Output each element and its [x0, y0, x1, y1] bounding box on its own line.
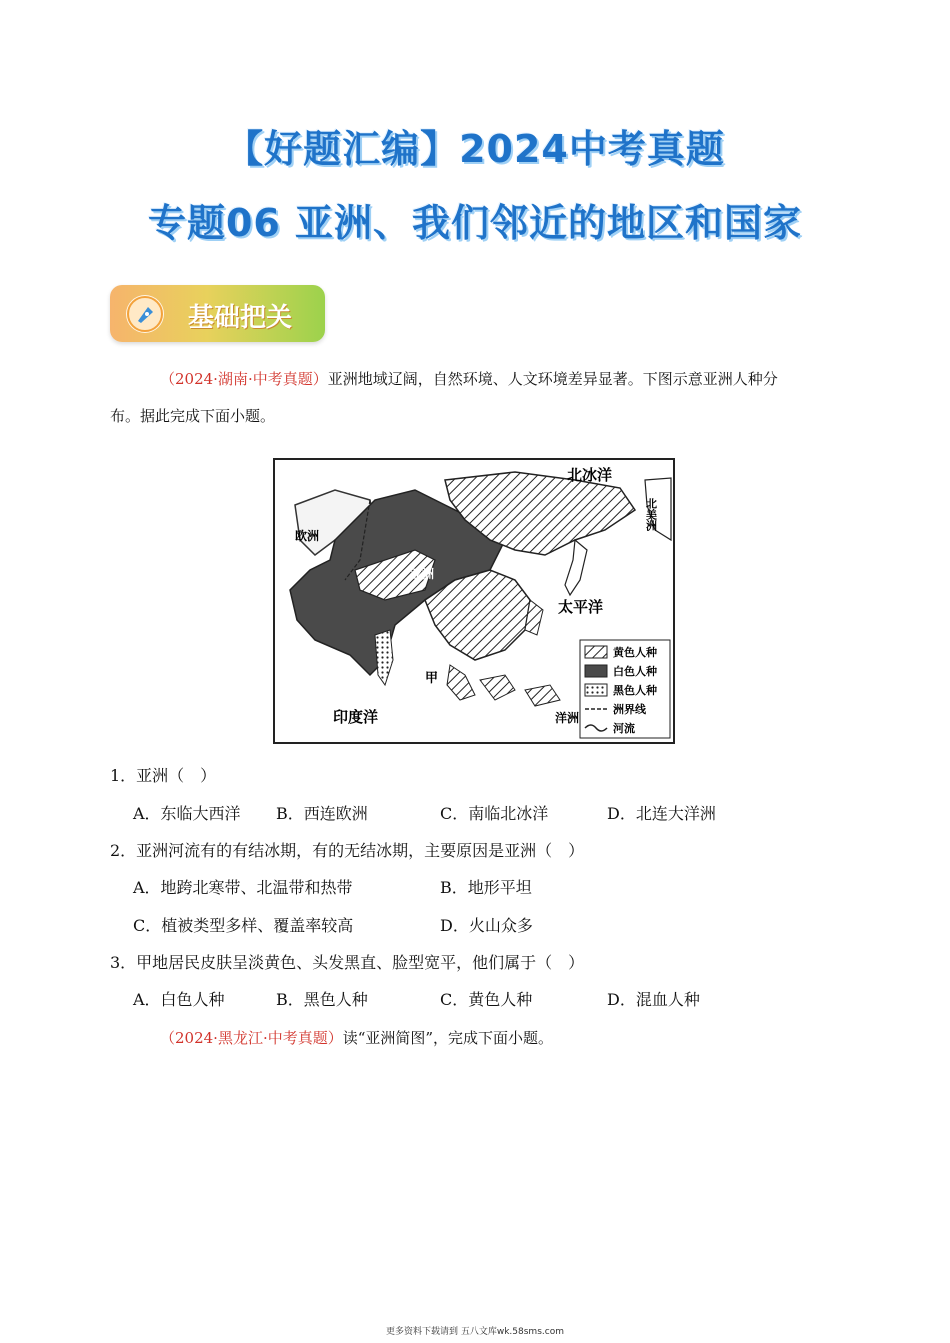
q1-option-d: D．北连大洋洲: [607, 804, 716, 823]
intro2-text: 读“亚洲简图”，完成下面小题。: [342, 1029, 554, 1047]
map-legend: [580, 640, 670, 738]
q2-option-c: C．植被类型多样、覆盖率较高: [133, 916, 354, 935]
asia-map-figure: [275, 460, 673, 742]
legend-yellow-race: 黄色人种: [613, 646, 657, 659]
question-3: 3．甲地居民皮肤呈淡黄色、头发黑直、脸型宽平，他们属于（ ）: [110, 953, 585, 972]
q1-option-a: A．东临大西洋: [133, 804, 241, 823]
legend-black-race: 黑色人种: [613, 684, 657, 697]
q2-option-d: D．火山众多: [440, 916, 533, 935]
label-arctic-ocean: 北冰洋: [567, 466, 613, 484]
q1-option-c: C．南临北冰洋: [440, 804, 549, 823]
section-badge-label: 基础把关: [188, 303, 293, 333]
intro1-text-line1: 亚洲地域辽阔，自然环境、人文环境差异显著。下图示意亚洲人种分: [327, 370, 778, 388]
pen-nib-icon: [126, 295, 164, 333]
intro2-line: [160, 1028, 553, 1048]
q3-option-b: B．黑色人种: [276, 990, 368, 1009]
q3-option-a: A．白色人种: [133, 990, 225, 1009]
label-indian-ocean: 印度洋: [333, 708, 379, 726]
legend-river: 河流: [613, 722, 635, 735]
page-title-line1: 【好题汇编】2024中考真题: [225, 127, 725, 171]
asia-race-map: [273, 458, 675, 744]
intro2-source: （2024·黑龙江·中考真题）: [160, 1029, 343, 1047]
question-1: 1．亚洲（ ）: [110, 766, 217, 785]
page-title-line2: 专题06 亚洲、我们邻近的地区和国家: [147, 201, 803, 245]
label-pacific-ocean: 太平洋: [558, 598, 604, 616]
q3-option-d: D．混血人种: [607, 990, 700, 1009]
legend-continent-boundary: 洲界线: [613, 703, 646, 716]
q3-option-c: C．黄色人种: [440, 990, 533, 1009]
q2-option-b: B．地形平坦: [440, 878, 532, 897]
label-asia: 亚洲: [410, 567, 435, 581]
label-north-america: 北美洲: [644, 498, 658, 531]
legend-white-race: 白色人种: [613, 665, 657, 678]
q1-option-b: B．西连欧洲: [276, 804, 368, 823]
intro1-text-line2: 布。据此完成下面小题。: [110, 407, 276, 425]
label-jia: 甲: [425, 671, 439, 686]
q2-option-a: A．地跨北寒带、北温带和热带: [133, 878, 353, 897]
section-badge: [110, 285, 325, 342]
page-footer: 更多资料下载请到 五八文库wk.58sms.com: [386, 1327, 564, 1337]
label-oceania: 洋洲: [555, 711, 580, 725]
intro1-line1: [160, 369, 778, 389]
question-2: 2．亚洲河流有的有结冰期，有的无结冰期，主要原因是亚洲（ ）: [110, 841, 585, 860]
label-europe: 欧洲: [295, 529, 320, 543]
intro1-source: （2024·湖南·中考真题）: [160, 370, 328, 388]
